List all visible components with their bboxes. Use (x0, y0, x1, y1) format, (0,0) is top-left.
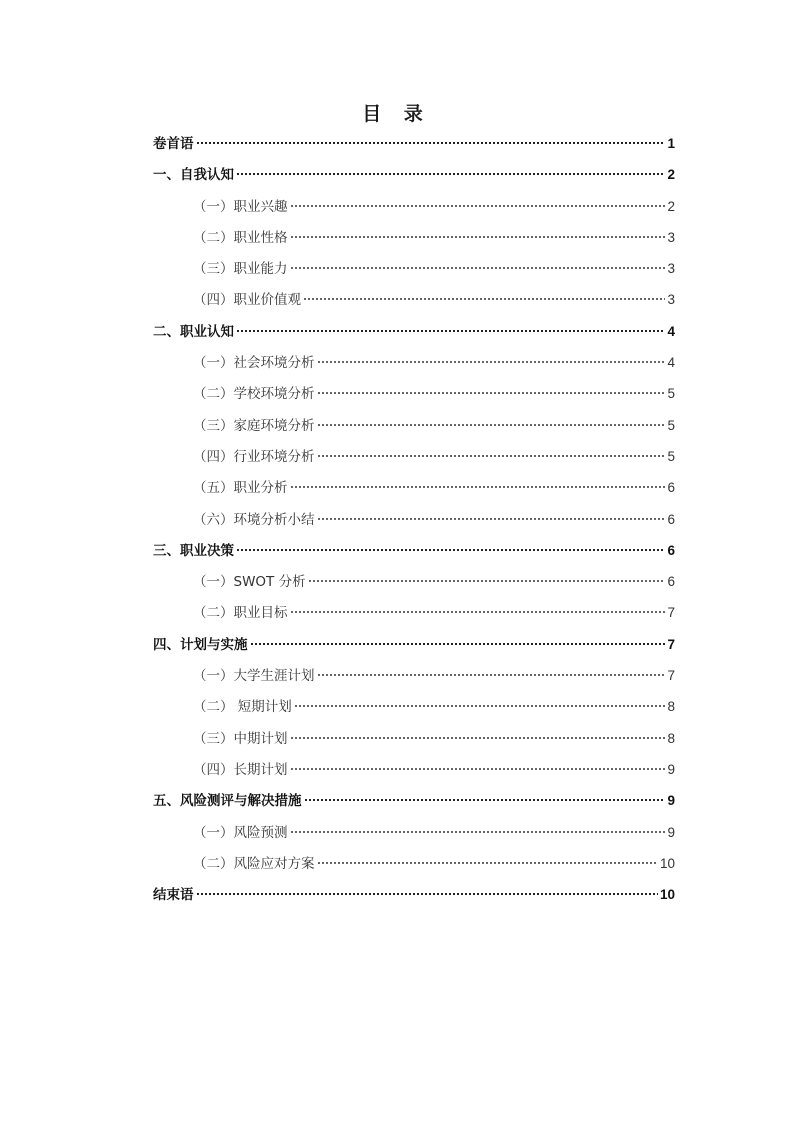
toc-page-number: 9 (667, 761, 675, 777)
toc-page-number: 3 (667, 261, 675, 277)
toc-page-number: 8 (667, 730, 675, 746)
toc-section-entry[interactable] (153, 191, 675, 222)
toc-page-number: 7 (667, 605, 675, 621)
toc-dot-leader (290, 485, 666, 489)
toc-page-number: 2 (667, 198, 675, 214)
toc-page-number: 3 (667, 229, 675, 245)
toc-dot-leader (290, 204, 666, 208)
toc-entry-title: （一）SWOT 分析 (193, 574, 306, 591)
toc-entry-title: （二）职业性格 (193, 229, 288, 246)
toc-page-number: 6 (667, 511, 675, 527)
toc-section-entry[interactable] (153, 441, 675, 472)
toc-page-number: 8 (667, 699, 675, 715)
toc-dot-leader (236, 172, 665, 176)
toc-chapter-entry[interactable] (153, 316, 675, 347)
toc-entry-title: 结束语 (153, 887, 194, 904)
toc-section-entry[interactable] (153, 817, 675, 848)
table-of-contents (153, 128, 675, 910)
toc-dot-leader (317, 673, 666, 677)
toc-entry-title: （一）大学生涯计划 (193, 668, 315, 685)
toc-entry-title: （四）职业价值观 (193, 292, 301, 309)
toc-section-entry[interactable] (153, 754, 675, 785)
toc-entry-title: 二、职业认知 (153, 323, 234, 340)
toc-entry-title: 一、自我认知 (153, 167, 234, 184)
toc-entry-title: （三）职业能力 (193, 261, 288, 278)
toc-section-entry[interactable] (153, 284, 675, 315)
toc-dot-leader (290, 610, 666, 614)
toc-entry-title: （一）风险预测 (193, 824, 288, 841)
toc-page-number: 5 (667, 417, 675, 433)
toc-dot-leader (250, 642, 666, 646)
toc-entry-title: （四）行业环境分析 (193, 448, 315, 465)
toc-dot-leader (308, 579, 666, 583)
toc-dot-leader (290, 736, 666, 740)
toc-dot-leader (236, 329, 665, 333)
toc-entry-title: （二）风险应对方案 (193, 855, 315, 872)
toc-dot-leader (317, 360, 666, 364)
toc-page-number: 6 (667, 542, 675, 558)
toc-dot-leader (303, 297, 665, 301)
toc-chapter-entry[interactable] (153, 629, 675, 660)
toc-chapter-entry[interactable] (153, 879, 675, 910)
toc-chapter-entry[interactable] (153, 785, 675, 816)
toc-dot-leader (290, 266, 666, 270)
toc-dot-leader (317, 517, 666, 521)
toc-entry-title: （四）长期计划 (193, 761, 288, 778)
toc-page-number: 1 (667, 136, 675, 151)
toc-section-entry[interactable] (153, 660, 675, 691)
toc-page-number: 4 (667, 323, 675, 339)
toc-title: 目 录 (362, 103, 431, 125)
toc-section-entry[interactable] (153, 566, 675, 597)
toc-page-number: 7 (667, 636, 675, 652)
toc-entry-title: （二）学校环境分析 (193, 386, 315, 403)
toc-section-entry[interactable] (153, 691, 675, 722)
toc-dot-leader (317, 391, 666, 395)
toc-entry-title: 四、计划与实施 (153, 636, 248, 653)
toc-dot-leader (196, 141, 666, 145)
toc-chapter-entry[interactable] (153, 128, 675, 159)
toc-section-entry[interactable] (153, 597, 675, 628)
toc-section-entry[interactable] (153, 848, 675, 879)
toc-entry-title: （三）家庭环境分析 (193, 417, 315, 434)
toc-page-number: 10 (659, 855, 675, 871)
toc-entry-title: （三）中期计划 (193, 730, 288, 747)
toc-section-entry[interactable] (153, 504, 675, 535)
toc-entry-title: （一）社会环境分析 (193, 355, 315, 372)
toc-page-number: 9 (667, 824, 675, 840)
toc-page-number: 10 (659, 887, 675, 903)
toc-page-number: 4 (667, 355, 675, 371)
toc-entry-title: （五）职业分析 (193, 480, 288, 497)
toc-entry-title: 三、职业决策 (153, 542, 234, 559)
toc-entry-title: （二） 短期计划 (193, 699, 292, 716)
toc-section-entry[interactable] (153, 472, 675, 503)
toc-page-number: 6 (667, 480, 675, 496)
toc-page-number: 5 (667, 386, 675, 402)
toc-dot-leader (317, 861, 658, 865)
toc-dot-leader (290, 830, 666, 834)
toc-dot-leader (294, 704, 666, 708)
toc-entry-title: 五、风险测评与解决措施 (153, 793, 302, 810)
toc-dot-leader (317, 423, 666, 427)
toc-dot-leader (290, 235, 666, 239)
toc-page-number: 5 (667, 448, 675, 464)
toc-section-entry[interactable] (153, 222, 675, 253)
toc-section-entry[interactable] (153, 347, 675, 378)
toc-dot-leader (236, 548, 665, 552)
toc-page-number: 9 (667, 793, 675, 809)
toc-dot-leader (196, 892, 658, 896)
toc-page-number: 6 (667, 574, 675, 590)
toc-section-entry[interactable] (153, 723, 675, 754)
toc-page-number: 7 (667, 668, 675, 684)
toc-section-entry[interactable] (153, 378, 675, 409)
toc-chapter-entry[interactable] (153, 159, 675, 190)
toc-section-entry[interactable] (153, 410, 675, 441)
toc-page-number: 2 (667, 167, 675, 183)
toc-chapter-entry[interactable] (153, 535, 675, 566)
toc-entry-title: （一）职业兴趣 (193, 198, 288, 215)
toc-section-entry[interactable] (153, 253, 675, 284)
toc-dot-leader (317, 454, 666, 458)
toc-dot-leader (304, 798, 666, 802)
toc-entry-title: （六）环境分析小结 (193, 511, 315, 528)
toc-entry-title: 卷首语 (153, 136, 194, 152)
toc-entry-title: （二）职业目标 (193, 605, 288, 622)
toc-dot-leader (290, 767, 666, 771)
toc-page-number: 3 (667, 292, 675, 308)
